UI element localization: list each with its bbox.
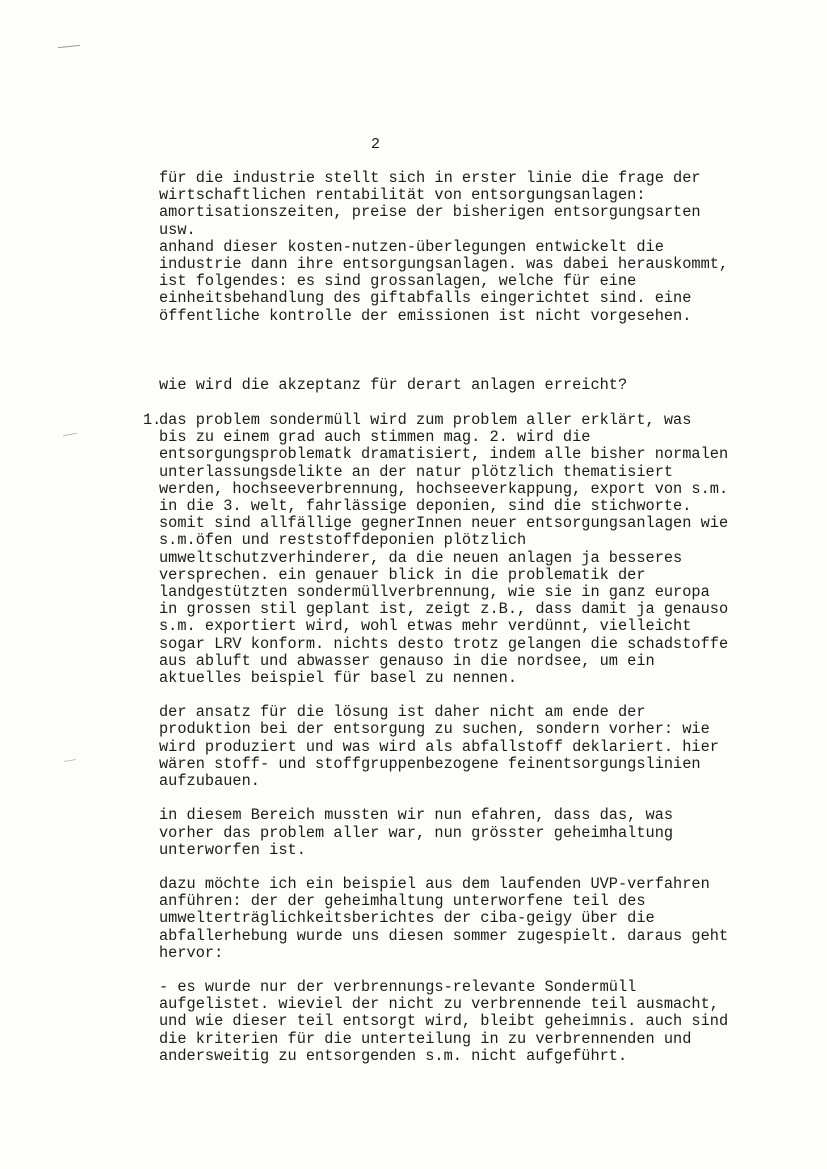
- paragraph-example-uvp: dazu möchte ich ein beispiel aus dem laufenden UVP-verfahren anführen: der der geheimhaltung unterworfene teil des umwelterträglichkeitsberichtes der ciba-geigy über die abfallerhebung wurde uns diesen sommer zugespielt. daraus geht hervor:: [159, 874, 729, 962]
- margin-pen-mark: [63, 433, 77, 436]
- paragraph-secrecy: in diesem Bereich mussten wir nun efahren, dass das, was vorher das problem aller war, nun grösster geheimhaltung unterworfen ist.: [159, 806, 674, 859]
- document-body: [143, 169, 799, 1065]
- numbered-item: [143, 411, 799, 688]
- paragraph-industry-rentability: für die industrie stellt sich in erster linie die frage der wirtschaftlichen rentabilität von entsorgungsanlagen: amortisationszeiten, preise der bisherigen entsorgungsarten usw. anhand dieser kosten-nutzen-überlegungen entwickelt die industrie dann ihre entsorgungsanlagen. was dabei herauskommt, ist folgendes: es sind grossanlagen, welche für eine einheitsbehandlung des giftabfalls eingerichtet sind. eine öffentliche kontrolle der emissionen ist nicht vorgesehen.: [159, 169, 729, 325]
- paragraph-solution-approach: der ansatz für die lösung ist daher nicht am ende der produktion bei der entsorgung zu suchen, sondern vorher: wie wird produziert und was wird als abfallstoff deklariert. hier wären stoff- und stoffgruppenbezogene feinentsorgungslinien aufzubauen.: [159, 703, 719, 791]
- margin-pen-mark: [58, 45, 80, 48]
- paragraph-listing-point: - es wurde nur der verbrennungs-relevante Sondermüll aufgelistet. wieviel der nicht zu verbrennende teil ausmacht, und wie dieser teil entsorgt wird, bleibt geheimnis. auch sind die kriterien für die unterteilung in zu verbrennenden und andersweitig zu entsorgenden s.m. nicht aufgeführt.: [159, 977, 729, 1065]
- paragraph-acceptance: das problem sondermüll wird zum problem aller erklärt, was bis zu einem grad auch stimmen mag. 2. wird die entsorgungsproblematk dramatisiert, indem alle bisher normalen unterlassungsdelikte an der natur plötzlich thematisiert werden, hochseeverbrennung, hochseeverkappung, export von s.m. in die 3. welt, fahrlässige deponien, sind die stichworte. somit sind allfällige gegnerInnen neuer entsorgungsanlagen wie s.m.öfen und reststoffdeponien plötzlich umweltschutzverhinderer, da die neuen anlagen ja besseres versprechen. ein genauer blick in die problematik der landgestützten sondermüllverbrennung, wie sie in ganz europa in grossen stil geplant ist, zeigt z.B., dass damit ja genauso s.m. exportiert wird, wohl etwas mehr verdünnt, vielleicht sogar LRV konform. nichts desto trotz gelangen die schadstoffe aus abluft und abwasser genauso in die nordsee, um ein aktuelles beispiel für basel zu nennen.: [159, 411, 729, 688]
- margin-pen-mark: [64, 759, 76, 762]
- question-heading: wie wird die akzeptanz für derart anlagen erreicht?: [159, 375, 628, 394]
- item-number: 1.: [143, 411, 162, 430]
- page-number: 2: [371, 136, 381, 153]
